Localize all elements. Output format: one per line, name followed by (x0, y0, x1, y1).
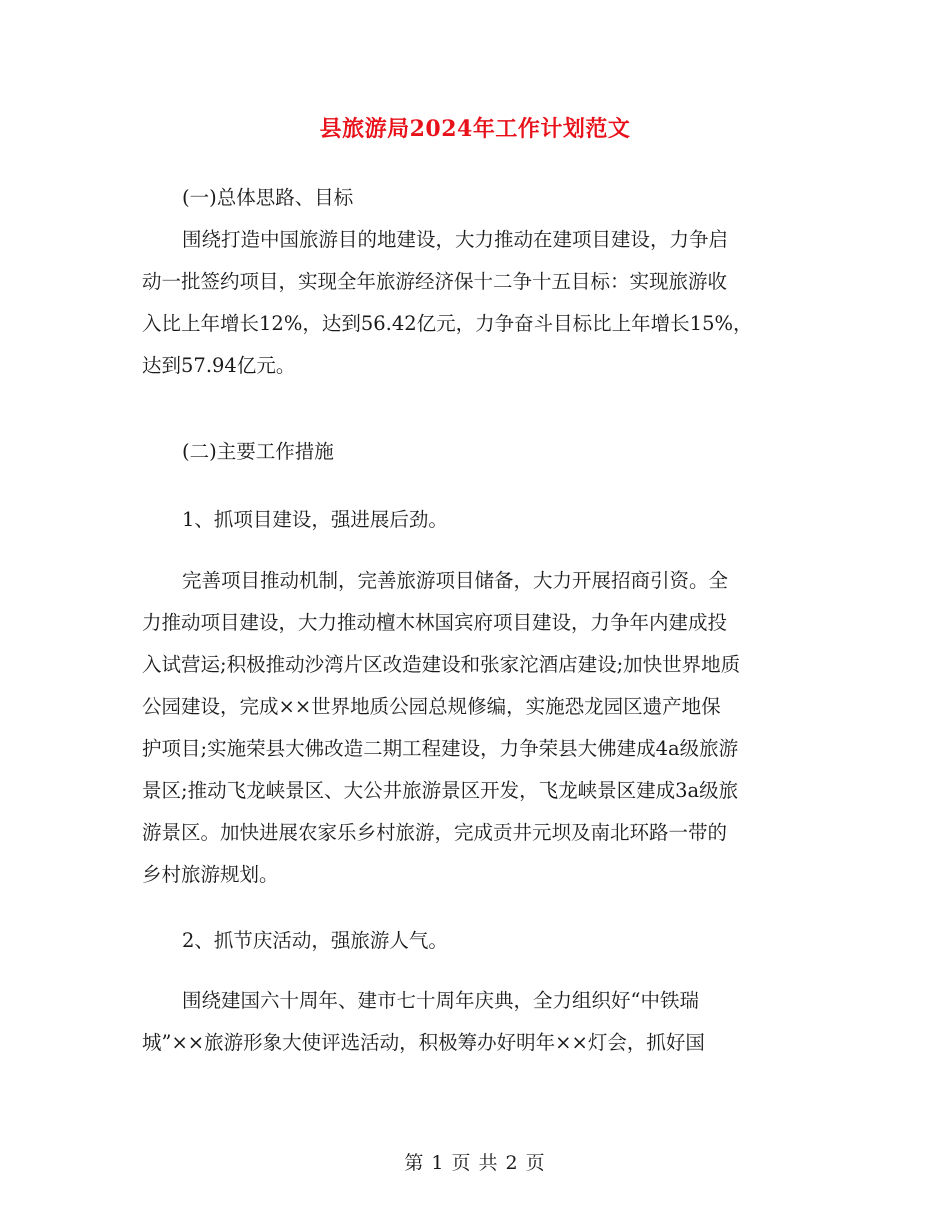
paragraph-line: 公园建设，完成××世界地质公园总规修编，实施恐龙园区遗产地保 (142, 695, 721, 718)
paragraph-line: 围绕建国六十周年、建市七十周年庆典，全力组织好“中铁瑞 (182, 989, 699, 1012)
paragraph-line: 游景区。加快进展农家乐乡村旅游，完成贡井元坝及南北环路一带的 (142, 821, 728, 844)
heading-text: 1、抓项目建设，强进展后劲。 (182, 508, 448, 531)
paragraph-line: 景区;推动飞龙峡景区、大公井旅游景区开发，飞龙峡景区建成3a级旅 (142, 779, 739, 802)
paragraph-line: 围绕打造中国旅游目的地建设，大力推动在建项目建设，力争启 (182, 228, 729, 251)
page-footer: 第 1 页 共 2 页 (404, 1152, 546, 1174)
paragraph-line: 入试营运;积极推动沙湾片区改造建设和张家沱酒店建设;加快世界地质 (142, 653, 741, 676)
item-heading-2 (142, 920, 846, 962)
section-heading-measures (142, 431, 846, 473)
item-heading-1 (142, 499, 846, 541)
paragraph-goals (142, 219, 806, 387)
paragraph-line: 达到57.94亿元。 (142, 354, 296, 377)
section-heading-overall (142, 177, 846, 219)
paragraph-line: 力推动项目建设，大力推动檀木林国宾府项目建设，力争年内建成投 (142, 611, 728, 634)
paragraph-line: 护项目;实施荣县大佛改造二期工程建设，力争荣县大佛建成4a级旅游 (142, 737, 739, 760)
document-title: 县旅游局2024年工作计划范文 (319, 116, 631, 142)
heading-text: 2、抓节庆活动，强旅游人气。 (182, 929, 448, 952)
paragraph-line: 动一批签约项目，实现全年旅游经济保十二争十五目标：实现旅游收 (142, 270, 728, 293)
heading-text: (一)总体思路、目标 (182, 186, 354, 209)
paragraph-line: 入比上年增长12%，达到56.42亿元，力争奋斗目标比上年增长15%， (142, 312, 753, 335)
paragraph-line: 城”××旅游形象大使评选活动，积极筹办好明年××灯会，抓好国 (142, 1031, 705, 1054)
paragraph-line: 完善项目推动机制，完善旅游项目储备，大力开展招商引资。全 (182, 569, 729, 592)
paragraph-projects (142, 560, 806, 896)
paragraph-festivals (142, 980, 806, 1064)
paragraph-line: 乡村旅游规划。 (142, 863, 279, 886)
heading-text: (二)主要工作措施 (182, 440, 334, 463)
